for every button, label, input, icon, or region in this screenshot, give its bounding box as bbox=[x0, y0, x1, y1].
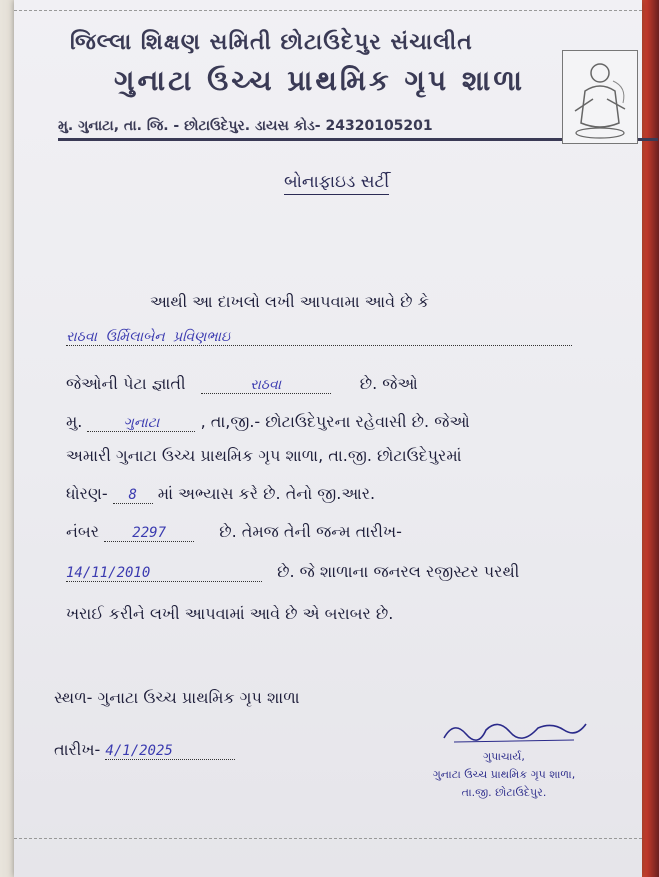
stitch-bottom bbox=[14, 838, 642, 839]
signature-school: ગુનાટા ઉચ્ચ પ્રાથમિક ગૃપ શાળા, bbox=[432, 768, 576, 781]
issue-date: 4/1/2025 bbox=[105, 743, 173, 759]
birth-date: 14/11/2010 bbox=[66, 565, 151, 581]
saraswati-logo-icon bbox=[563, 51, 637, 143]
student-standard: 8 bbox=[128, 487, 137, 503]
village-label: મુ. bbox=[66, 412, 83, 431]
gr-label: નંબર bbox=[66, 522, 100, 541]
body-line-6 bbox=[66, 484, 586, 504]
body-line-8 bbox=[66, 562, 586, 582]
body-line-4 bbox=[66, 412, 586, 432]
principal-signature bbox=[434, 716, 594, 746]
std-suffix: માં અભ્યાસ કરે છે. તેનો જી.આર. bbox=[157, 484, 376, 503]
certificate-paper bbox=[14, 0, 642, 877]
caste-suffix: છે. જેઓ bbox=[359, 374, 418, 393]
body-line-9: ખરાઈ કરીને લખી આપવામાં આવે છે એ બરાબર છે. bbox=[66, 604, 394, 623]
header-address: મુ. ગુનાટા, તા. જિ. - છોટાઉદેપુર. ડાયસ કોડ- 24320105201 bbox=[58, 118, 433, 134]
body-line-2 bbox=[66, 326, 586, 346]
signature-place: તા.જી. છોટાઉદેપુર. bbox=[461, 786, 547, 799]
student-village: ગુનાટા bbox=[123, 415, 160, 431]
header-school-name: ગુનાટા ઉચ્ચ પ્રાથમિક ગૃપ શાળા bbox=[114, 64, 526, 97]
body-line-7 bbox=[66, 522, 586, 542]
date-label: તારીખ- bbox=[54, 740, 101, 759]
header-line1: જિલ્લા શિક્ષણ સમિતી છોટાઉદેપુર સંચાલીત bbox=[70, 30, 473, 55]
village-suffix: , તા,જી.- છોટાઉદેપુરના રહેવાસી છે. જેઓ bbox=[200, 412, 470, 431]
signature-role: ગુપાચાર્ય, bbox=[483, 750, 525, 763]
body-line-5: અમારી ગુનાટા ઉચ્ચ પ્રાથમિક ગૃપ શાળા, તા.જી. છોટાઉદેપુરમાં bbox=[66, 446, 462, 465]
stitch-top bbox=[14, 10, 642, 11]
body-line-3 bbox=[66, 374, 586, 394]
dob-suffix: છે. જે શાળાના જનરલ રજીસ્ટર પરથી bbox=[277, 562, 520, 581]
body-line-1: આથી આ દાખલો લખી આપવામા આવે છે કે bbox=[150, 292, 429, 311]
gr-number: 2297 bbox=[132, 525, 166, 541]
student-caste: રાઠવા bbox=[250, 377, 282, 393]
gr-suffix: છે. તેમજ તેની જન્મ તારીખ- bbox=[219, 522, 402, 541]
saraswati-logo bbox=[562, 50, 638, 144]
place-line: સ્થળ- ગુનાટા ઉચ્ચ પ્રાથમિક ગૃપ શાળા bbox=[54, 688, 300, 707]
std-label: ધોરણ- bbox=[66, 484, 108, 503]
student-name: રાઠવા ઉર્મિલાબેન પ્રવિણભાઇ bbox=[66, 329, 230, 345]
caste-label: જેઓની પેટા જ્ઞાતી bbox=[66, 374, 186, 393]
certificate-title: બોનાફાઇડ સર્ટી bbox=[284, 172, 389, 195]
